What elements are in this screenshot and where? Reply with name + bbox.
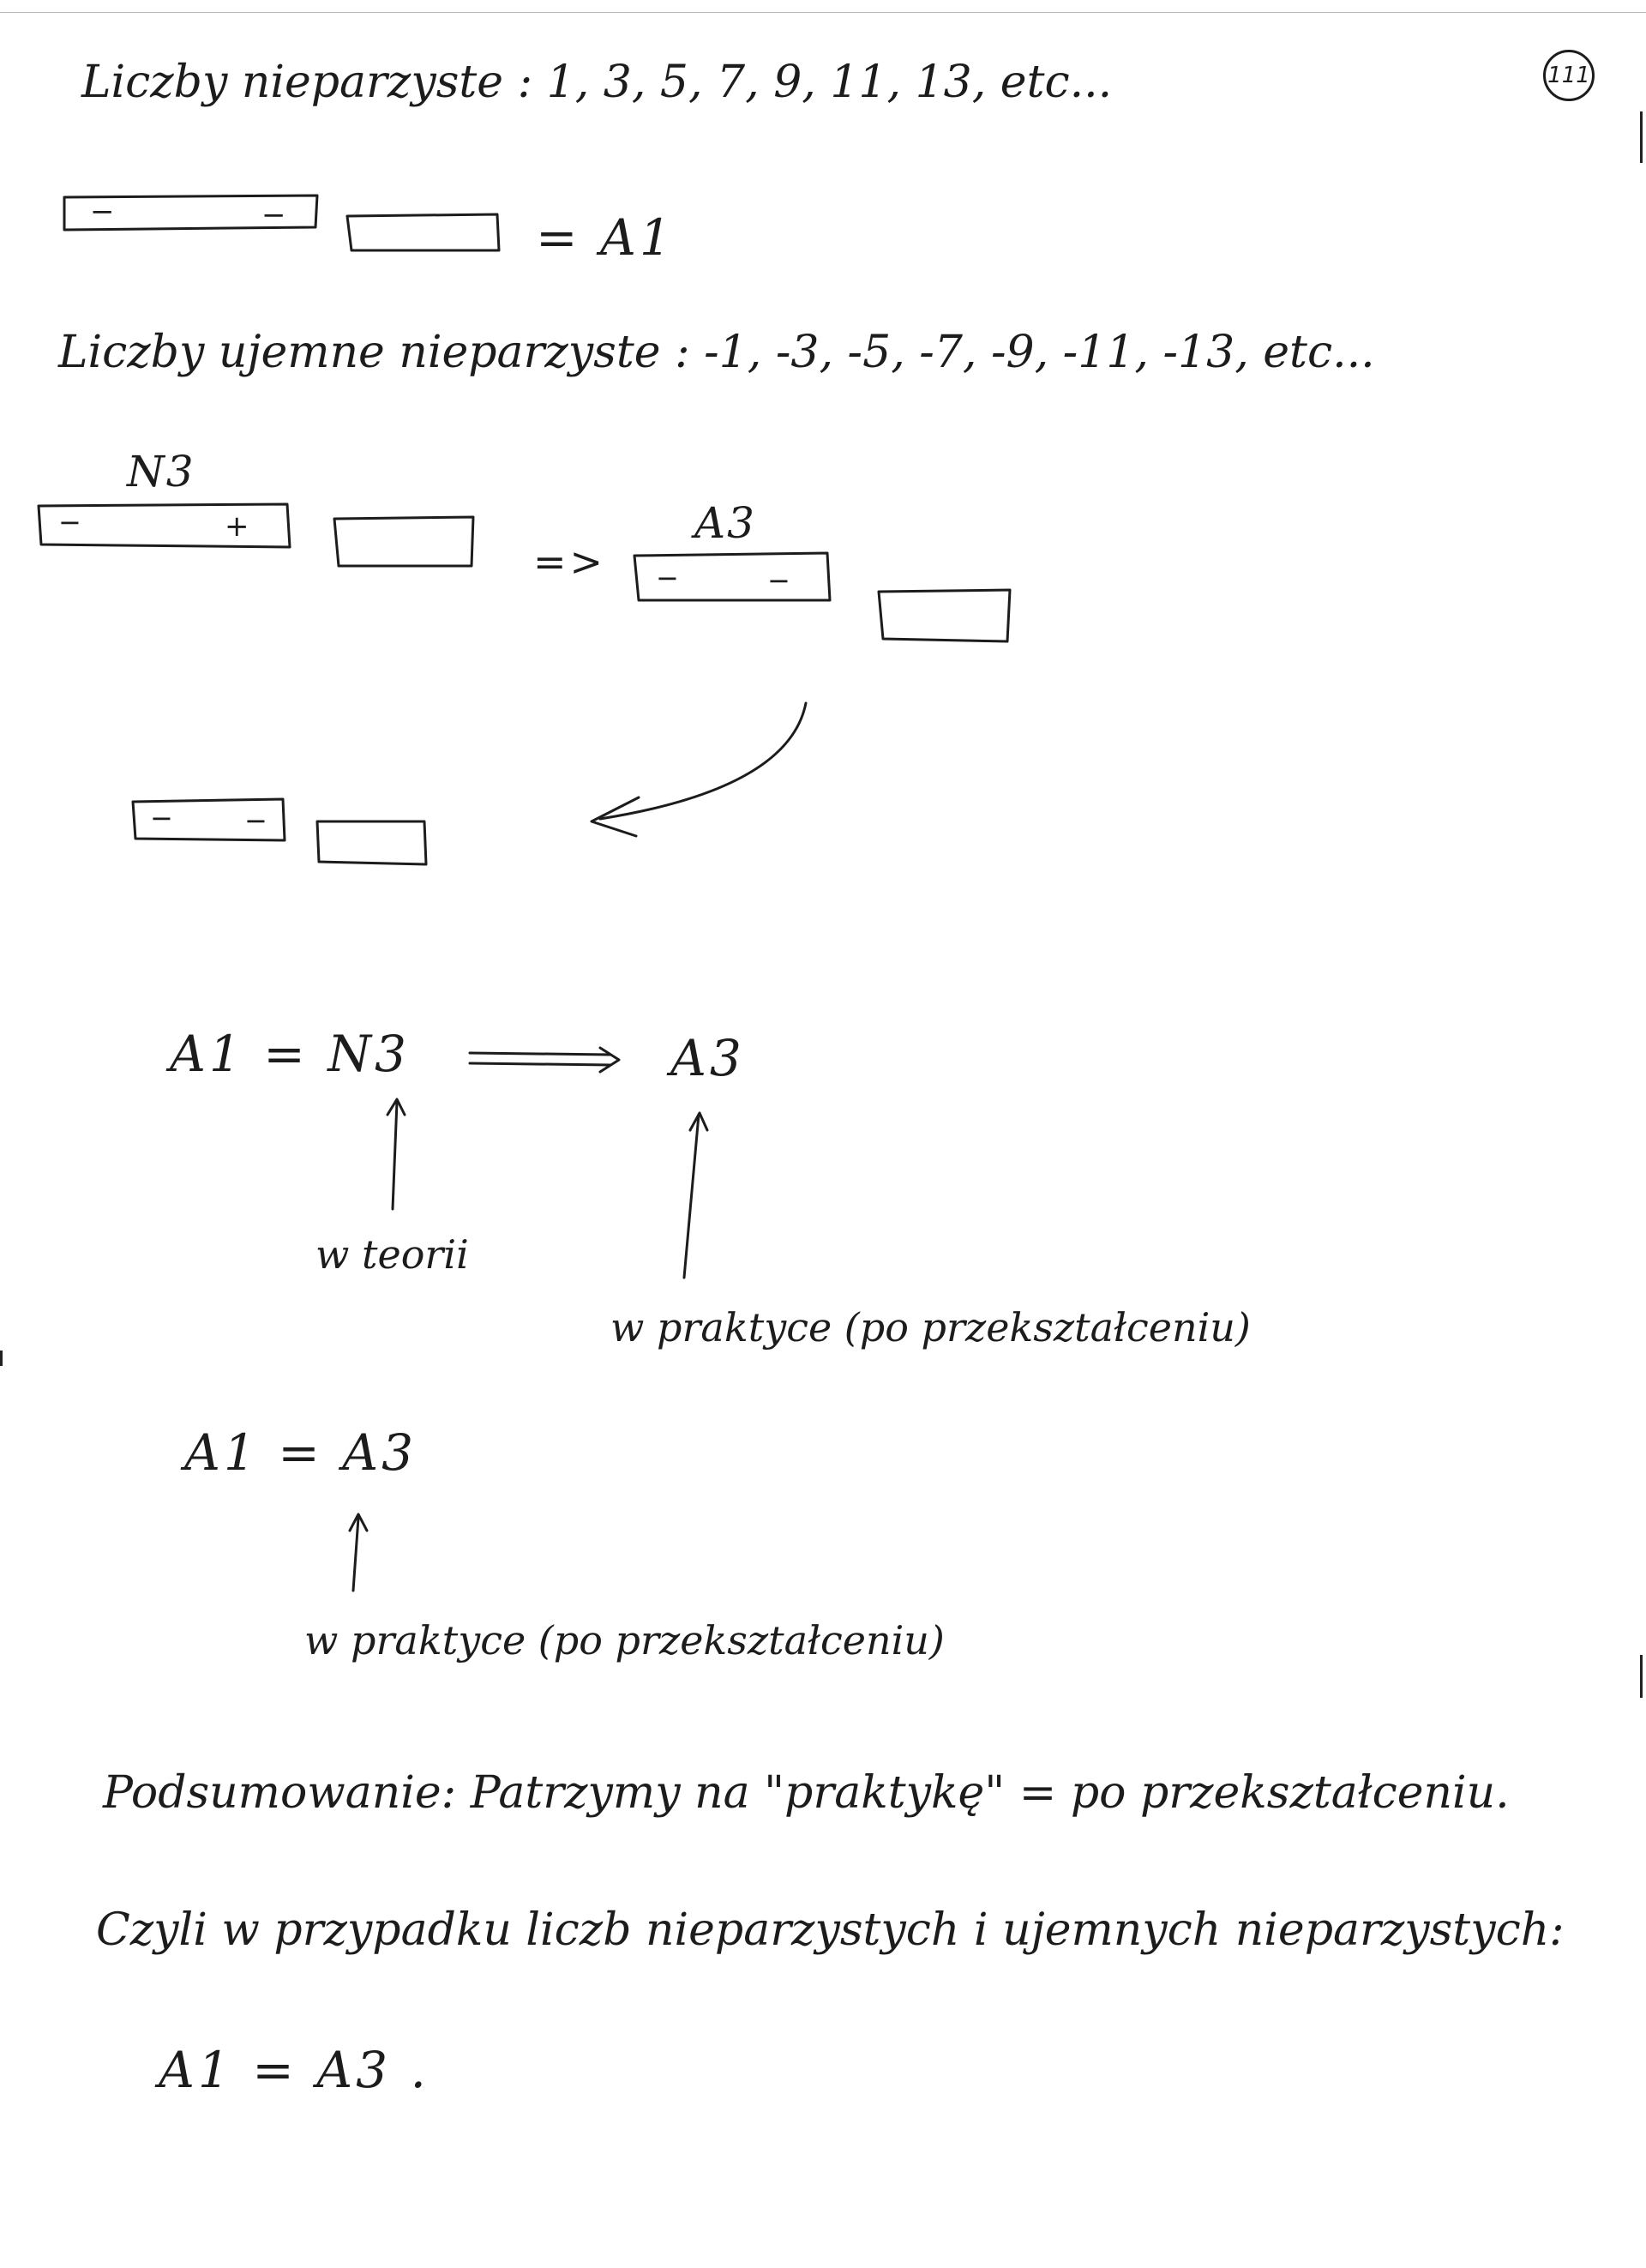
note-practice-2: w praktyce (po przekształceniu) [304,1617,945,1663]
summary-line: Podsumowanie: Patrzymy na "praktykę" = po przekształceniu. [103,1767,1510,1819]
relation-a1-a3: A1 = A3 [184,1423,418,1482]
curved-arrow [592,703,806,836]
note-theory: w teorii [315,1231,469,1278]
a1-box-pair [64,195,499,250]
n3-box-pair [39,504,473,566]
implies-arrow-text: => [533,538,607,585]
result-sign-left: − [150,802,173,834]
result-sign-right: − [244,804,267,837]
a1-result: = A1 [536,208,675,267]
page-number: 111 [1543,50,1595,101]
n3-sign-left: − [58,506,81,538]
final-equation: A1 = A3 . [159,2041,430,2099]
a1-short-box [347,214,499,250]
a3-sign-right: − [767,564,790,597]
a1-sign-left: − [90,195,115,229]
odd-numbers-line: Liczby nieparzyste : 1, 3, 5, 7, 9, 11, 13, etc... [81,57,1113,108]
double-arrow [470,1048,619,1072]
n3-sign-right: + [225,509,249,544]
a3-box-pair [634,553,1010,641]
result-short-box [317,821,426,864]
conclusion-line: Czyli w przypadku liczb nieparzystych i ujemnych nieparzystych: [96,1904,1565,1956]
n3-label: N3 [127,447,195,496]
n3-short-box [334,517,473,566]
a1-sign-right: − [261,198,286,232]
up-arrow-practice [684,1113,707,1278]
relation-a3: A3 [670,1029,745,1087]
a3-short-box [879,590,1010,641]
note-practice-1: w praktyce (po przekształceniu) [610,1304,1251,1351]
up-arrow-theory [387,1099,405,1209]
up-arrow-practice-2 [350,1514,367,1591]
negative-odd-numbers-line: Liczby ujemne nieparzyste : -1, -3, -5, -7, -9, -11, -13, etc... [58,327,1375,378]
a3-sign-left: − [656,562,679,594]
result-box-pair [133,799,426,864]
a3-label: A3 [694,498,756,548]
relation-a1-n3: A1 = N3 [170,1025,410,1083]
